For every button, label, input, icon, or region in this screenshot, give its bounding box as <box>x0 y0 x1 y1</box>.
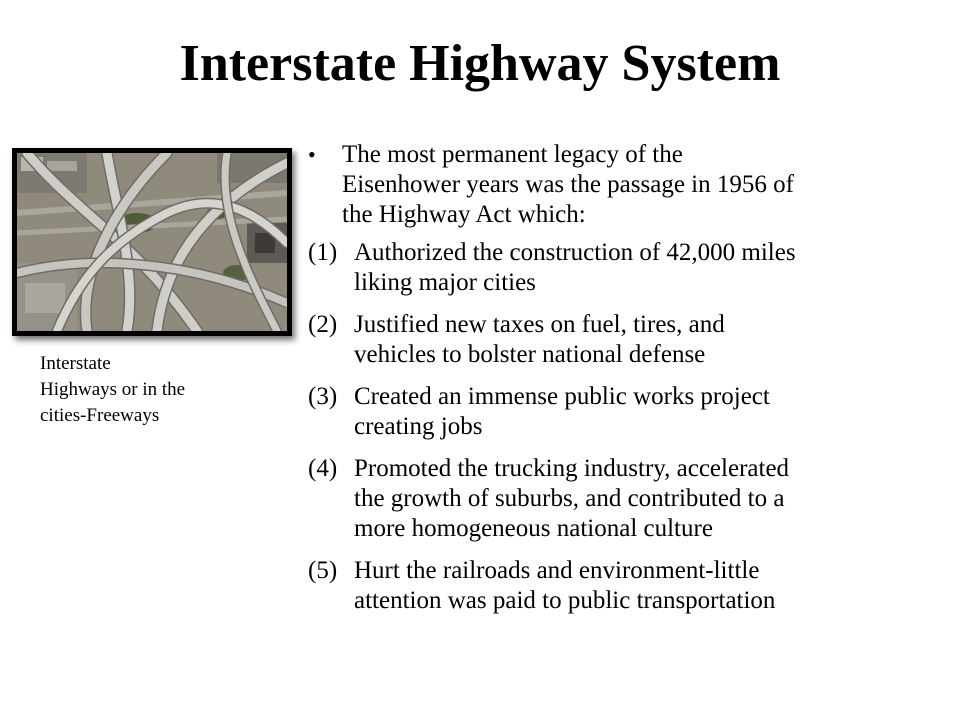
list-item-line: the growth of suburbs, and contributed to a <box>354 485 785 512</box>
list-item <box>308 310 948 370</box>
caption-line: Interstate <box>40 353 111 374</box>
intro-line: Eisenhower years was the passage in 1956 of <box>342 171 794 198</box>
list-item-number: (3) <box>308 383 338 410</box>
list-item-line: Promoted the trucking industry, accelerated <box>354 455 790 482</box>
intro-bullet <box>308 140 948 230</box>
list-item-number: (4) <box>308 455 338 482</box>
list-item-number: (5) <box>308 557 338 584</box>
slide-title: Interstate Highway System <box>179 35 781 92</box>
list-item-line: Justified new taxes on fuel, tires, and <box>354 311 725 338</box>
list-item <box>308 556 948 616</box>
list-item <box>308 382 948 442</box>
highway-photo-frame <box>12 148 292 336</box>
intro-bullet-text <box>342 140 948 230</box>
list-item-line: more homogeneous national culture <box>354 515 713 542</box>
list-item-text <box>354 454 948 544</box>
caption-line: Highways or in the <box>40 379 186 400</box>
bullet-dot-icon: • <box>308 142 316 167</box>
list-item <box>308 238 948 298</box>
list-item-number: (1) <box>308 239 338 266</box>
list-item-line: Hurt the railroads and environment-little <box>354 557 760 584</box>
list-item-line: attention was paid to public transportation <box>354 587 776 614</box>
list-item-text <box>354 310 948 370</box>
list-item-line: Created an immense public works project <box>354 383 770 410</box>
list-item-text <box>354 556 948 616</box>
caption-line: cities-Freeways <box>40 405 160 426</box>
list-item-line: creating jobs <box>354 413 483 440</box>
list-item-text <box>354 238 948 298</box>
list-item-line: vehicles to bolster national defense <box>354 341 706 368</box>
list-item <box>308 454 948 544</box>
photo-caption <box>40 351 250 429</box>
list-item-text <box>354 382 948 442</box>
list-item-line: Authorized the construction of 42,000 miles <box>354 239 796 266</box>
list-item-line: liking major cities <box>354 269 536 296</box>
aerial-highway-interchange-photo <box>17 153 287 331</box>
intro-line: the Highway Act which: <box>342 201 586 228</box>
intro-line: The most permanent legacy of the <box>342 141 683 168</box>
list-item-number: (2) <box>308 311 338 338</box>
slide-body <box>308 140 948 628</box>
